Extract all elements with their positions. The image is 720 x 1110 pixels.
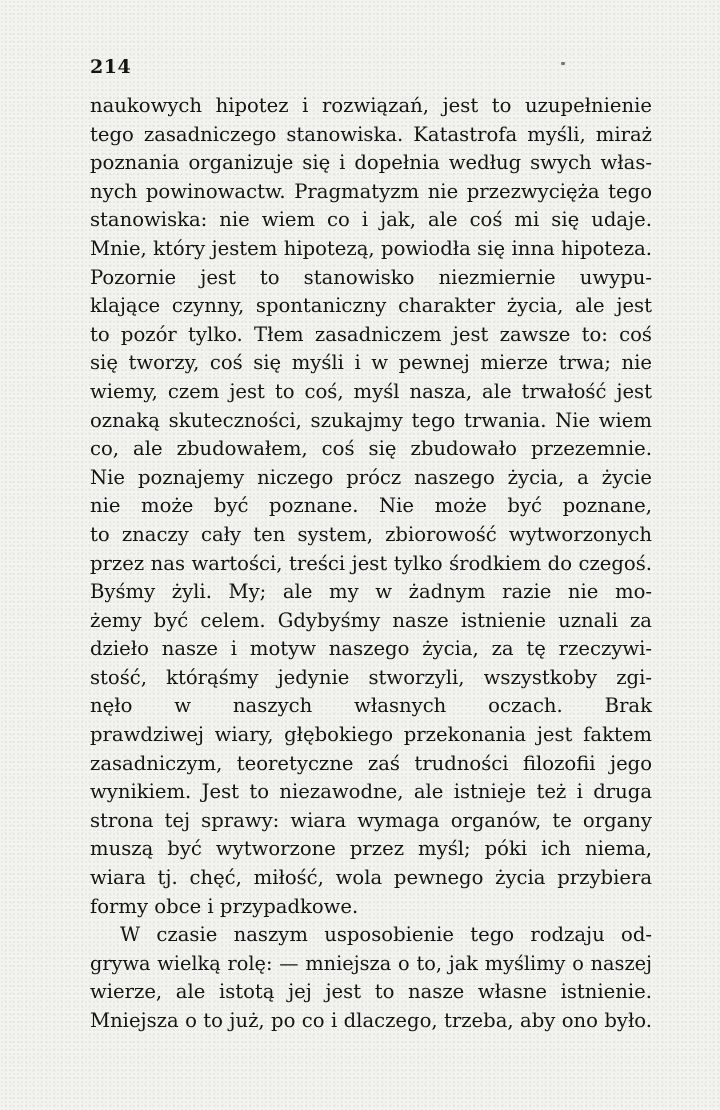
text-line: co, ale zbudowałem, coś się zbudowało przezemnie.	[90, 437, 652, 461]
text-line: muszą być wytworzone przez myśl; póki ich niema,	[90, 837, 652, 861]
text-line: wiara tj. chęć, miłość, wola pewnego życia przybiera	[90, 866, 652, 890]
text-line: grywa wielką rolę: — mniejsza o to, jak myślimy o naszej	[90, 951, 652, 975]
text-line: nęło w naszych własnych oczach. Brak	[90, 694, 652, 718]
text-line: to znaczy cały ten system, zbiorowość wytworzonych	[90, 522, 652, 546]
text-line: wiemy, czem jest to coś, myśl nasza, ale trwałość jest	[90, 379, 652, 403]
text-line: naukowych hipotez i rozwiązań, jest to uzupełnienie	[90, 94, 652, 117]
text-line: to pozór tylko. Tłem zasadniczem jest zawsze to: coś	[90, 322, 652, 346]
paragraph-1	[90, 92, 652, 921]
text-line: W czasie naszym usposobienie tego rodzaju od-	[120, 923, 652, 947]
text-line: przez nas wartości, treści jest tylko środkiem do czegoś.	[90, 551, 652, 575]
text-line: Pozornie jest to stanowisko niezmiernie uwypu-	[90, 265, 652, 289]
text-line: wierze, ale istotą jej jest to nasze własne istnienie.	[90, 980, 652, 1004]
paragraph-2	[90, 921, 652, 1035]
text-line: Mnie, który jestem hipotezą, powiodła się inna hipoteza.	[90, 236, 652, 260]
text-line: dzieło nasze i motyw naszego życia, za tę rzeczywi-	[90, 637, 652, 661]
text-line: zasadniczym, teoretyczne zaś trudności filozofii jego	[90, 751, 652, 775]
page-number: 214	[90, 56, 132, 78]
text-line: prawdziwej wiary, głębokiego przekonania jest faktem	[90, 723, 652, 747]
text-line: oznaką skuteczności, szukajmy tego trwania. Nie wiem	[90, 408, 652, 432]
text-line: strona tej sprawy: wiara wymaga organów, te organy	[90, 808, 652, 832]
text-line: nych powinowactw. Pragmatyzm nie przezwycięża tego	[90, 179, 652, 203]
body-text	[90, 92, 652, 1036]
print-speck	[561, 62, 565, 65]
text-line: nie może być poznane. Nie może być poznane,	[90, 494, 652, 518]
text-line: się tworzy, coś się myśli i w pewnej mierze trwa; nie	[90, 351, 652, 375]
text-line: Byśmy żyli. My; ale my w żadnym razie nie mo-	[90, 580, 652, 604]
text-line: tego zasadniczego stanowiska. Katastrofa myśli, miraż	[90, 122, 652, 146]
text-line: stanowiska: nie wiem co i jak, ale coś mi się udaje.	[90, 208, 652, 232]
text-line: Mniejsza o to już, po co i dlaczego, trzeba, aby ono było.	[90, 1009, 652, 1032]
text-line: stość, którąśmy jedynie stworzyli, wszystkoby zgi-	[90, 665, 652, 689]
text-line: formy obce i przypadkowe.	[90, 894, 359, 918]
text-line: żemy być celem. Gdybyśmy nasze istnienie uznali za	[90, 608, 652, 632]
text-line: wynikiem. Jest to niezawodne, ale istnieje też i druga	[90, 780, 652, 804]
text-line: klające czynny, spontaniczny charakter życia, ale jest	[90, 294, 652, 318]
text-line: poznania organizuje się i dopełnia według swych włas-	[90, 151, 652, 175]
text-line: Nie poznajemy niczego prócz naszego życia, a życie	[90, 465, 652, 489]
